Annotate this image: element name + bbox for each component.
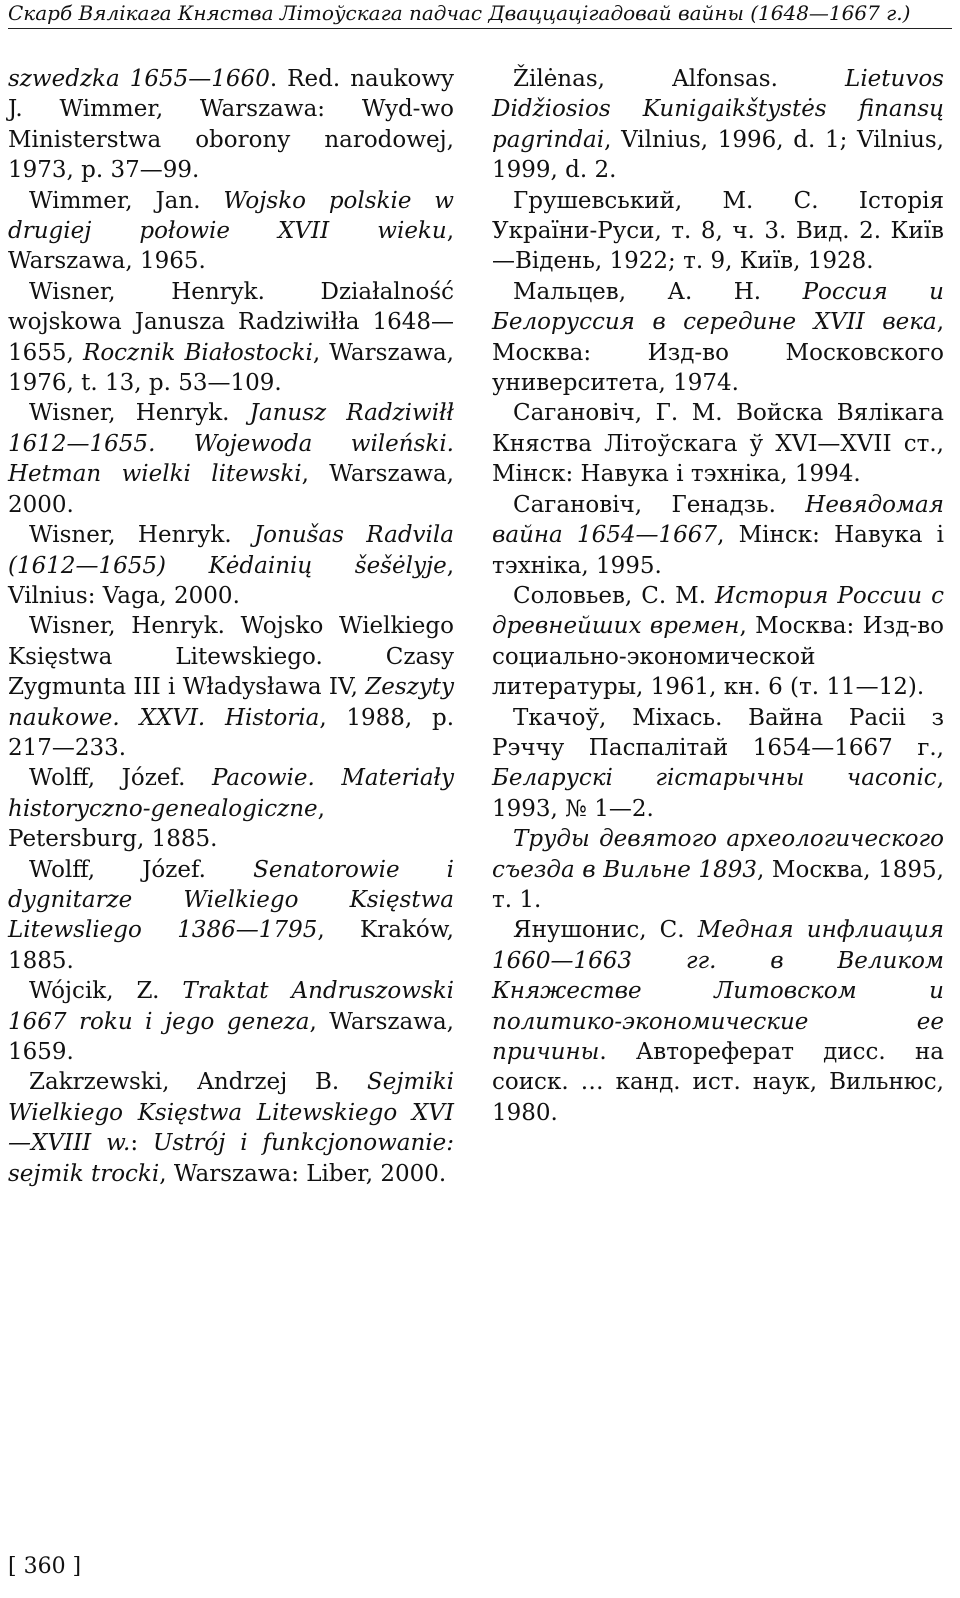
entry-title-italic: Senatorowie i dygnitarze Wielkiego Księstwa Litewsliego 1386—1795 [8,856,454,944]
bibliography-entry [492,398,944,489]
entry-text: . Red. naukowy J. Wimmer, Warszawa: Wyd-wo Ministerstwa oborony narodowej, 1973, p. 37—99. [8,66,454,184]
entry-text: Мальцев, А. Н. [513,278,803,305]
entry-text: Wolff, Józef. [29,856,254,883]
running-head: Скарб Вялікага Княства Літоўскага падчас Дваццацігадовай вайны (1648—1667 г.) [8,0,952,29]
entry-text: , 1988, p. 217—233. [8,704,455,761]
entry-title-italic: Jonušas Radvila (1612—1655) Kėdainių šešėlyje [8,522,454,579]
entry-text: , 1993, № 1—2. [492,765,944,822]
entry-title-italic: Wojsko polskie w drugiej połowie XVII wieku [8,187,454,245]
entry-text: Wisner, Henryk. Wojsko Wielkiego Księstwa Litewskiego. Czasy Zygmunta III i Władysława IV, [8,613,454,701]
entry-title-italic: История России с древнейших времен [492,582,944,640]
entry-text: Wisner, Henryk. [29,522,254,549]
entry-text: Wójcik, Z. [29,978,183,1005]
bibliography-entry [8,976,454,1067]
entry-text: , Москва: Изд-во Московского университета, 1974. [492,309,944,397]
bibliography-column-right [492,64,944,1128]
entry-text: Грушевський, М. С. Історія України-Руси, т. 8, ч. 3. Вид. 2. Київ—Відень, 1922; т. 9, Київ, 1928. [492,187,944,275]
entry-text: , Vilnius: Vaga, 2000. [8,552,454,609]
entry-text: , Москва: Изд-во социально-экономической литературы, 1961, кн. 6 (т. 11—12). [492,613,945,701]
entry-text: Янушонис, С. [513,917,698,944]
bibliography-entry [492,64,944,186]
bibliography-entry [8,277,454,399]
page-number: [ 360 ] [8,1554,82,1579]
bibliography-entry [8,855,454,977]
bibliography-entry [492,824,944,915]
entry-text: Ткачоў, Міхась. Вайна Расіі з Рэччу Паспалітай 1654—1667 г., [492,704,944,761]
bibliography-entry [8,186,454,277]
entry-title-italic: szwedzka 1655—1660 [8,66,270,92]
entry-text: Wisner, Henryk. Działalność wojskowa Janusza Radziwiłła 1648—1655, [8,278,454,366]
entry-title-italic: Sejmiki Wielkiego Księstwa Litewskiego XVI—XVIII w. [8,1069,454,1157]
entry-text: , Vilnius, 1996, d. 1; Vilnius, 1999, d. 2. [492,126,944,184]
entry-text: , Москва, 1895, т. 1. [492,856,944,913]
entry-text: , Warszawa, 2000. [8,461,454,518]
entry-text: Zakrzewski, Andrzej B. [29,1069,368,1096]
entry-text: . Автореферат дисс. на соиск. … канд. ист. наук, Вильнюс, 1980. [492,1039,944,1126]
entry-text: , Warszawa, 1965. [8,218,454,275]
entry-text: Соловьев, С. М. [513,582,716,609]
bibliography-entry [492,490,944,581]
entry-text: , Petersburg, 1885. [8,795,325,853]
entry-title-italic: Janusz Radziwiłł 1612—1655. Wojewoda wileński. Hetman wielki litewski [8,400,454,488]
entry-text: , Warszawa: Liber, 2000. [159,1160,447,1187]
entry-title-italic: Rocznik Białostocki [83,339,313,366]
bibliography-entry [8,520,454,611]
entry-title-italic: Lietuvos Didžiosios Kunigaikštystės finansų pagrindai [492,66,944,153]
bibliography-entry [492,186,944,277]
entry-title-italic: Pacowie. Materiały historyczno-genealogiczne [8,765,454,822]
entry-text: Wolff, Józef. [29,765,212,792]
bibliography-column-left [8,64,454,1189]
entry-text: Сагановіч, Генадзь. [513,491,806,518]
bibliography-entry [8,1067,454,1189]
entry-text: , Kraków, 1885. [8,917,454,974]
entry-title-italic: Беларускі гістарычны часопіс [492,765,937,792]
entry-title-italic: Ustrój i funkcjonowanie: sejmik trocki [8,1130,455,1187]
entry-title-italic: Россия и Белоруссия в середине XVII века [492,278,944,336]
entry-text: Wisner, Henryk. [29,400,250,427]
entry-text: , Warszawa, 1659. [8,1008,454,1065]
bibliography-entry [492,915,944,1128]
bibliography-entry [492,581,944,703]
entry-text: Сагановіч, Г. М. Войска Вялікага Княства Літоўскага ў XVI—XVII ст., Мінск: Навука і тэхніка, 1994. [492,400,944,488]
entry-text: , Мінск: Навука і тэхніка, 1995. [492,522,945,579]
bibliography-entry [8,611,454,763]
entry-text: , Warszawa, 1976, t. 13, p. 53—109. [8,339,454,397]
bibliography-entry [8,64,454,186]
bibliography-entry [492,277,944,399]
entry-text: Žilėnas, Alfonsas. [513,66,846,92]
entry-title-italic: Невядомая вайна 1654—1667 [492,491,944,549]
bibliography-entry [8,398,454,520]
entry-text: Wimmer, Jan. [29,187,224,214]
entry-title-italic: Труды девятого археологического съезда в Вильне 1893 [492,826,944,883]
bibliography-entry [492,703,944,825]
entry-title-italic: Zeszyty naukowe. XXVI. Historia [8,674,454,731]
entry-text: : [130,1130,153,1157]
entry-title-italic: Traktat Andruszowski 1667 roku i jego geneza [8,978,455,1035]
bibliography-entry [8,763,454,854]
entry-title-italic: Медная инфлиация 1660—1663 гг. в Великом Княжестве Литовском и политико-экономические ее причины [492,917,944,1065]
